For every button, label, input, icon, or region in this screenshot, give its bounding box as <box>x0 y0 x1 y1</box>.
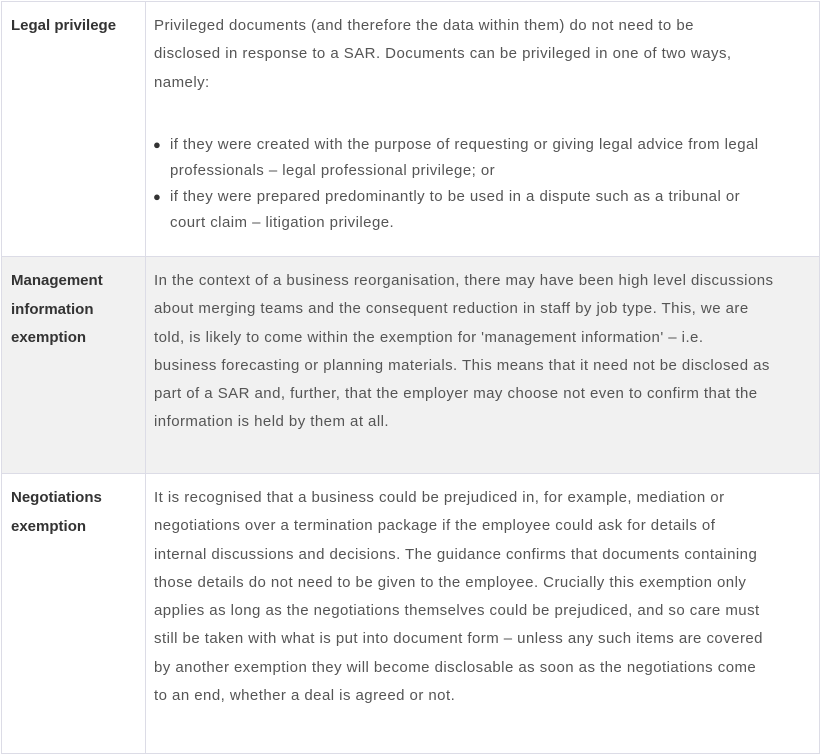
heading-line: information <box>11 300 94 318</box>
text-line: part of a SAR and, further, that the employer may choose not even to confirm that the <box>154 385 758 403</box>
text-line: those details do not need to be given to the employee. Crucially this exemption only <box>154 573 747 591</box>
table-row-negotiations <box>2 474 819 754</box>
list-item <box>154 132 819 184</box>
text-line: still be taken with what is put into document form – unless any such items are covered <box>154 630 763 648</box>
row-content <box>146 474 819 753</box>
text-line: It is recognised that a business could be prejudiced in, for example, mediation or <box>154 489 725 506</box>
text-line: told, is likely to come within the exemption for 'management information' – i.e. <box>154 328 704 346</box>
text-line: disclosed in response to a SAR. Documents can be privileged in one of two ways, <box>154 45 732 63</box>
text-line: court claim – litigation privilege. <box>170 213 395 231</box>
row-content <box>146 2 819 256</box>
text-line: about merging teams and the consequent reduction in staff by job type. This, we are <box>154 300 749 318</box>
bullet-list <box>154 132 819 236</box>
table-row-legal-privilege <box>2 2 819 257</box>
list-item <box>154 184 819 236</box>
text-line: by another exemption they will become disclosable as soon as the negotiations come <box>154 658 757 676</box>
row-content <box>146 257 819 473</box>
text-line: Privileged documents (and therefore the data within them) do not need to be <box>154 17 694 34</box>
heading-line: Negotiations <box>11 489 102 506</box>
text-line: if they were created with the purpose of requesting or giving legal advice from legal <box>170 135 759 153</box>
heading-line: Management <box>11 272 103 289</box>
heading-line: exemption <box>11 517 87 535</box>
text-line: business forecasting or planning materials. This means that it need not be disclosed as <box>154 356 770 374</box>
table-row-management-information <box>2 257 819 474</box>
text-line: internal discussions and decisions. The guidance confirms that documents containing <box>154 545 758 563</box>
bullet-icon: ● <box>153 188 162 204</box>
bullet-icon: ● <box>153 136 162 152</box>
text-line: information is held by them at all. <box>154 413 390 431</box>
text-line: to an end, whether a deal is agreed or not. <box>154 687 456 705</box>
text-line: negotiations over a termination package if the employee could ask for details of <box>154 517 716 535</box>
row-heading <box>2 257 146 473</box>
row-heading <box>2 474 146 753</box>
text-line: professionals – legal professional privilege; or <box>170 161 496 179</box>
text-line: if they were prepared predominantly to be used in a dispute such as a tribunal or <box>170 187 741 205</box>
exemptions-table <box>1 1 820 754</box>
text-line: In the context of a business reorganisation, there may have been high level discussions <box>154 272 774 289</box>
heading-line: exemption <box>11 329 87 346</box>
text-line: namely: <box>154 73 210 91</box>
heading-line: Legal privilege <box>11 17 117 34</box>
row-heading <box>2 2 146 256</box>
text-line: applies as long as the negotiations themselves could be prejudiced, and so care must <box>154 602 760 620</box>
